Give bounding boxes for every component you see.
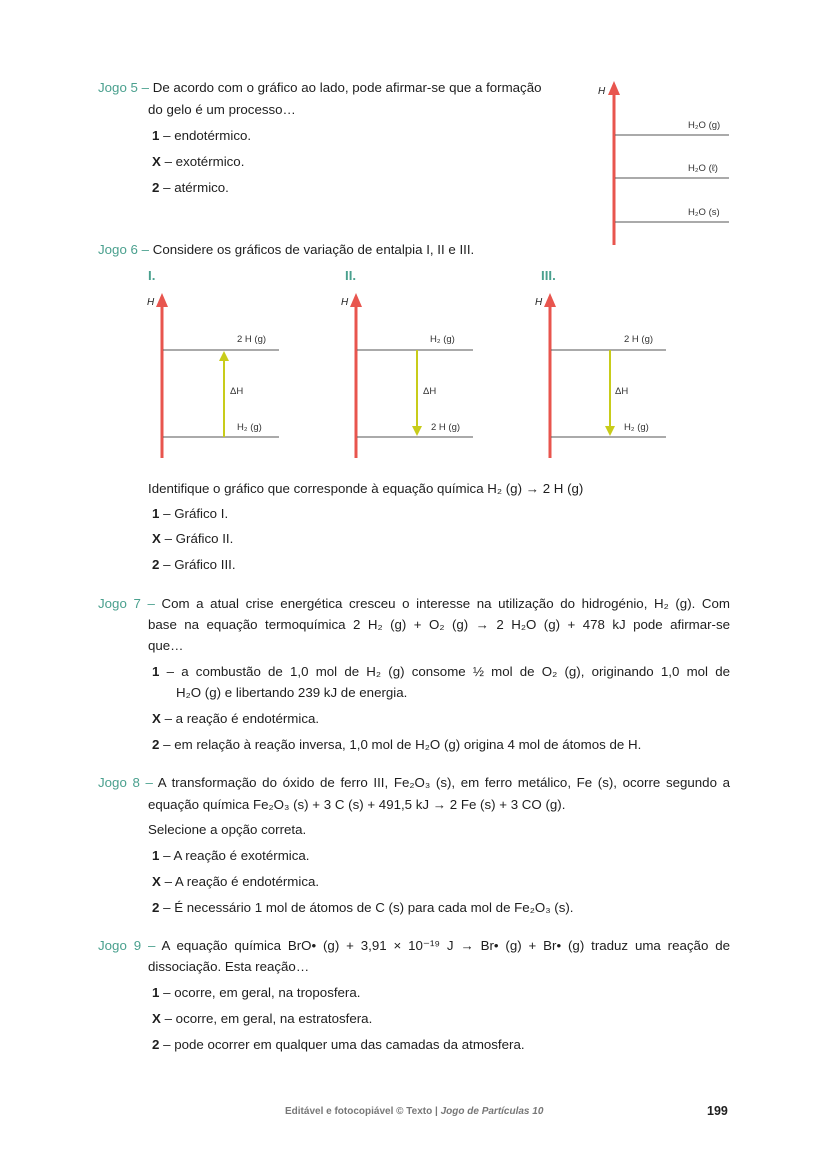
jogo7-question-line2: base na equação termoquímica 2 H₂ (g) + O₂ (g) → 2 H₂O (g) + 478 kJ pode afirmar-se [148, 617, 730, 632]
jogo9-label: Jogo 9 – [98, 938, 156, 953]
jogo5-question-line1: Jogo 5 – De acordo com o gráfico ao lado, pode afirmar-se que a formação [98, 80, 542, 95]
delta-h-arrowhead-down-icon [605, 426, 615, 436]
level-label-liquid: H₂O (ℓ) [688, 163, 718, 174]
jogo6-option-1: 1 – Gráfico I. [152, 506, 229, 521]
jogo9-option-2: 2 – pode ocorrer em qualquer uma das camadas da atmosfera. [152, 1037, 525, 1052]
jogo5-option-x: X – exotérmico. [152, 154, 245, 169]
jogo7-option-2: 2 – em relação à reação inversa, 1,0 mol de H₂O (g) origina 4 mol de átomos de H. [152, 737, 642, 752]
delta-h-arrowhead-up-icon [219, 351, 229, 361]
footer-book-title: Jogo de Partículas 10 [440, 1106, 544, 1117]
jogo5-label: Jogo 5 – [98, 80, 150, 95]
axis-arrow-icon [608, 81, 620, 95]
axis-label-h: H [598, 86, 606, 97]
graph-iii-label: III. [541, 268, 556, 283]
jogo6-option-x: X – Gráfico II. [152, 531, 234, 546]
delta-h-label: ΔH [423, 386, 437, 397]
jogo9-question-line1: Jogo 9 – A equação química BrO• (g) + 3,91 × 10⁻¹⁹ J → Br• (g) + Br• (g) traduz uma reação de [98, 938, 730, 953]
jogo7-option-x: X – a reação é endotérmica. [152, 711, 320, 726]
jogo7-label: Jogo 7 – [98, 596, 155, 611]
graph-i-label: I. [148, 268, 156, 283]
delta-h-label: ΔH [230, 386, 244, 397]
axis-label-h: H [341, 297, 349, 308]
graph-ii-label: II. [345, 268, 357, 283]
axis-arrow-icon [156, 293, 168, 307]
graph-i [140, 288, 290, 463]
level-label-bottom: H₂ (g) [624, 422, 649, 433]
jogo9-option-x: X – ocorre, em geral, na estratosfera. [152, 1011, 373, 1026]
jogo8-option-x: X – A reação é endotérmica. [152, 874, 320, 889]
jogo7-option-1: 1 – a combustão de 1,0 mol de H₂ (g) consome ½ mol de O₂ (g), originando 1,0 mol de [152, 664, 730, 679]
delta-h-label: ΔH [615, 386, 629, 397]
jogo9-option-1: 1 – ocorre, em geral, na troposfera. [152, 985, 361, 1000]
level-label-solid: H₂O (s) [688, 207, 720, 218]
page-number: 199 [707, 1104, 728, 1118]
jogo7-question-line3: que… [148, 638, 184, 653]
jogo5-option-2: 2 – atérmico. [152, 180, 229, 195]
jogo7-option-1-line2: H₂O (g) e libertando 239 kJ de energia. [176, 685, 408, 700]
level-label-bottom: 2 H (g) [431, 422, 461, 433]
jogo8-label: Jogo 8 – [98, 775, 153, 790]
jogo5-enthalpy-diagram [590, 75, 740, 250]
jogo6-question: Jogo 6 – Considere os gráficos de variação de entalpia I, II e III. [98, 242, 475, 257]
page-footer [285, 1106, 543, 1117]
level-label-top: 2 H (g) [624, 334, 654, 345]
level-label-gas: H₂O (g) [688, 120, 721, 131]
jogo8-question-line1: Jogo 8 – A transformação do óxido de ferro III, Fe₂O₃ (s), em ferro metálico, Fe (s), ocorre segundo a [98, 775, 730, 790]
axis-label-h: H [147, 297, 155, 308]
level-label-top: 2 H (g) [237, 334, 267, 345]
level-label-top: H₂ (g) [430, 334, 455, 345]
delta-h-arrowhead-down-icon [412, 426, 422, 436]
jogo8-question-line3: Selecione a opção correta. [148, 822, 307, 837]
axis-label-h: H [535, 297, 543, 308]
jogo6-prompt: Identifique o gráfico que corresponde à equação química H₂ (g) → 2 H (g) [148, 481, 584, 496]
jogo8-option-2: 2 – É necessário 1 mol de átomos de C (s) para cada mol de Fe₂O₃ (s). [152, 900, 574, 915]
jogo6-label: Jogo 6 – [98, 242, 150, 257]
jogo6-option-2: 2 – Gráfico III. [152, 557, 236, 572]
jogo7-question-line1: Jogo 7 – Com a atual crise energética cresceu o interesse na utilização do hidrogénio, H₂ (g). Com [98, 596, 731, 611]
jogo9-question-line2: dissociação. Esta reação… [148, 959, 310, 974]
graph-ii [335, 288, 485, 463]
axis-arrow-icon [544, 293, 556, 307]
jogo8-question-line2: equação química Fe₂O₃ (s) + 3 C (s) + 491,5 kJ → 2 Fe (s) + 3 CO (g). [148, 797, 566, 812]
jogo5-option-1: 1 – endotérmico. [152, 128, 252, 143]
footer-copyright: Editável e fotocopiável © Texto | [285, 1106, 441, 1117]
jogo8-option-1: 1 – A reação é exotérmica. [152, 848, 310, 863]
axis-arrow-icon [350, 293, 362, 307]
level-label-bottom: H₂ (g) [237, 422, 262, 433]
jogo5-question-line2: do gelo é um processo… [148, 102, 296, 117]
graph-iii [528, 288, 678, 463]
